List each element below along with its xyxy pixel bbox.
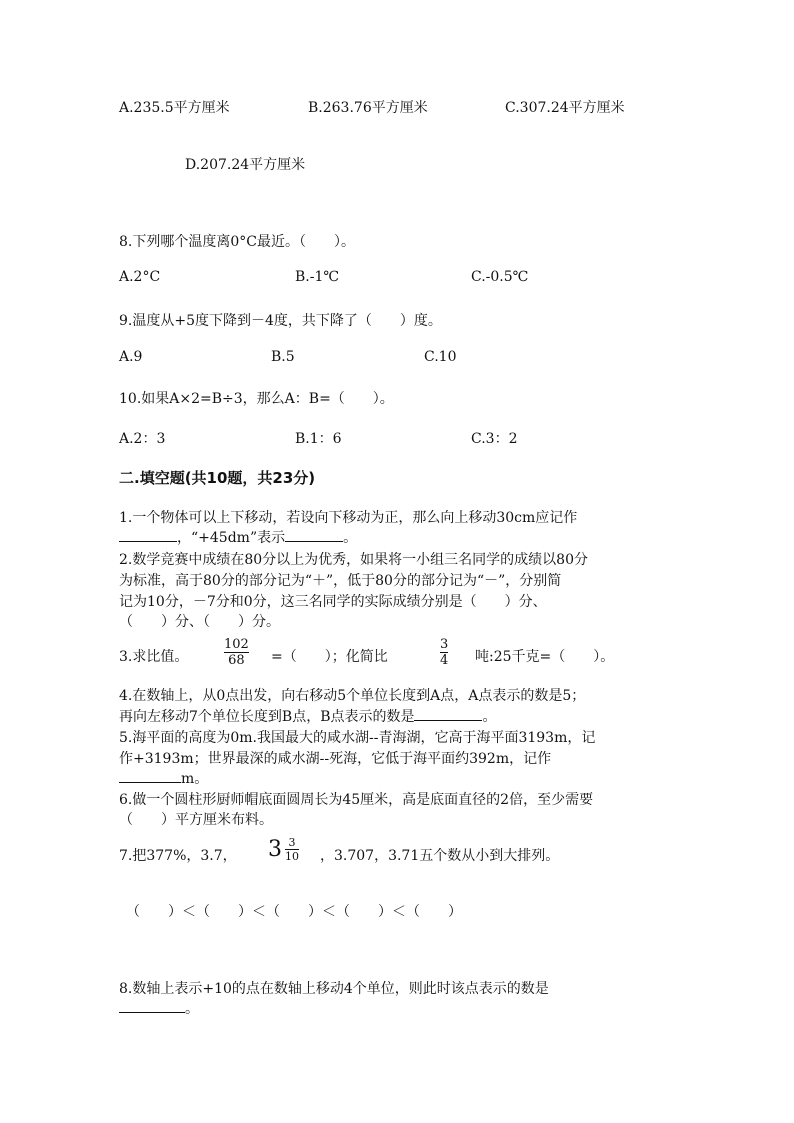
whole-part: 3: [268, 837, 282, 862]
numerator: 3: [440, 637, 449, 652]
q7-option-a: A.235.5平方厘米: [119, 100, 230, 116]
fill5-line3: [119, 768, 208, 788]
fill2-line1: 2.数学竞赛中成绩在80分以上为优秀，如果将一小组三名同学的成绩以80分: [119, 552, 588, 568]
fill7-end: ，3.707，3.71五个数从小到大排列。: [320, 848, 560, 864]
q7-option-d: D.207.24平方厘米: [185, 157, 306, 173]
fill5-line1: 5.海平面的高度为0m.我国最大的咸水湖--青海湖，它高于海平面3193m，记: [119, 730, 596, 746]
q10-option-a: A.2：3: [119, 431, 166, 447]
denominator: 68: [228, 653, 245, 668]
fill4-text: 再向左移动7个单位长度到B点，B点表示的数是: [119, 709, 415, 725]
q10-stem: 10.如果A×2=B÷3，那么A：B=（ ）。: [119, 391, 394, 407]
q10-option-b: B.1：6: [295, 431, 342, 447]
denominator: 10: [285, 850, 299, 863]
fill2-line4: （ ）分、（ ）分。: [119, 614, 280, 630]
fill3-end: 吨:25千克=（ ）。: [475, 649, 615, 665]
q8-option-a: A.2°C: [119, 269, 161, 285]
fill4-line2: [119, 706, 496, 726]
mixed-number: [268, 836, 299, 863]
fill7-prefix: 7.把377%，3.7，: [119, 848, 237, 864]
fill4-end: 。: [482, 709, 497, 725]
section-title: 二.填空题(共10题，共23分): [119, 469, 316, 487]
answer-blank: [119, 768, 181, 783]
q9-option-a: A.9: [119, 349, 143, 365]
q9-stem: 9.温度从+5度下降到－4度，共下降了（ ）度。: [119, 313, 442, 329]
numerator: 102: [224, 637, 249, 652]
q8-stem: 8.下列哪个温度离0°C最近。（ ）。: [119, 234, 355, 250]
fill3-prefix: 3.求比值。: [119, 649, 189, 665]
q8-option-c: C.-0.5℃: [471, 269, 529, 285]
denominator: 4: [440, 653, 449, 668]
q7-option-c: C.307.24平方厘米: [505, 100, 625, 116]
fill8-line2: [119, 998, 199, 1018]
fill6-line1: 6.做一个圆柱形厨师帽底面圆周长为45厘米，高是底面直径的2倍，至少需要: [119, 792, 594, 808]
answer-blank: [414, 706, 482, 721]
q9-option-c: C.10: [424, 349, 457, 365]
q10-option-c: C.3：2: [471, 431, 518, 447]
fill8-end: 。: [185, 1001, 199, 1017]
answer-blank: [119, 527, 177, 542]
q7-option-b: B.263.76平方厘米: [308, 100, 428, 116]
fill8-line1: 8.数轴上表示+10的点在数轴上移动4个单位，则此时该点表示的数是: [119, 981, 549, 997]
fill1-line2: [119, 527, 357, 547]
fill2-line2: 为标准，高于80分的部分记为“＋”，低于80分的部分记为“－”，分别简: [119, 573, 562, 589]
numerator: 3: [288, 836, 296, 849]
q9-option-b: B.5: [271, 349, 295, 365]
fraction-3-4: [440, 637, 448, 668]
answer-blank: [119, 998, 185, 1013]
fill2-line3: 记为10分，－7分和0分，这三名同学的实际成绩分别是（ ）分、: [119, 594, 547, 610]
fill1-line1: 1.一个物体可以上下移动，若设向下移动为正，那么向上移动30cm应记作: [119, 510, 578, 526]
fill4-line1: 4.在数轴上，从0点出发，向右移动5个单位长度到A点，A点表示的数是5；: [119, 688, 586, 704]
fill1-text: ，“+45dm”表示: [177, 530, 286, 546]
fill5-end: m。: [181, 771, 209, 787]
fill5-line2: 作+3193m；世界最深的咸水湖--死海，它低于海平面约392m，记作: [119, 751, 552, 767]
fill7-order-row: （ ）＜（ ）＜（ ）＜（ ）＜（ ）: [126, 904, 462, 920]
q8-option-b: B.-1℃: [295, 269, 340, 285]
fraction-102-68: [224, 637, 249, 668]
answer-blank: [285, 527, 343, 542]
fraction-3-10: [285, 836, 299, 863]
fill6-line2: （ ）平方厘米布料。: [119, 812, 273, 828]
fill1-end: 。: [343, 530, 358, 546]
fill3-mid: =（ ）；化简比: [271, 649, 388, 665]
